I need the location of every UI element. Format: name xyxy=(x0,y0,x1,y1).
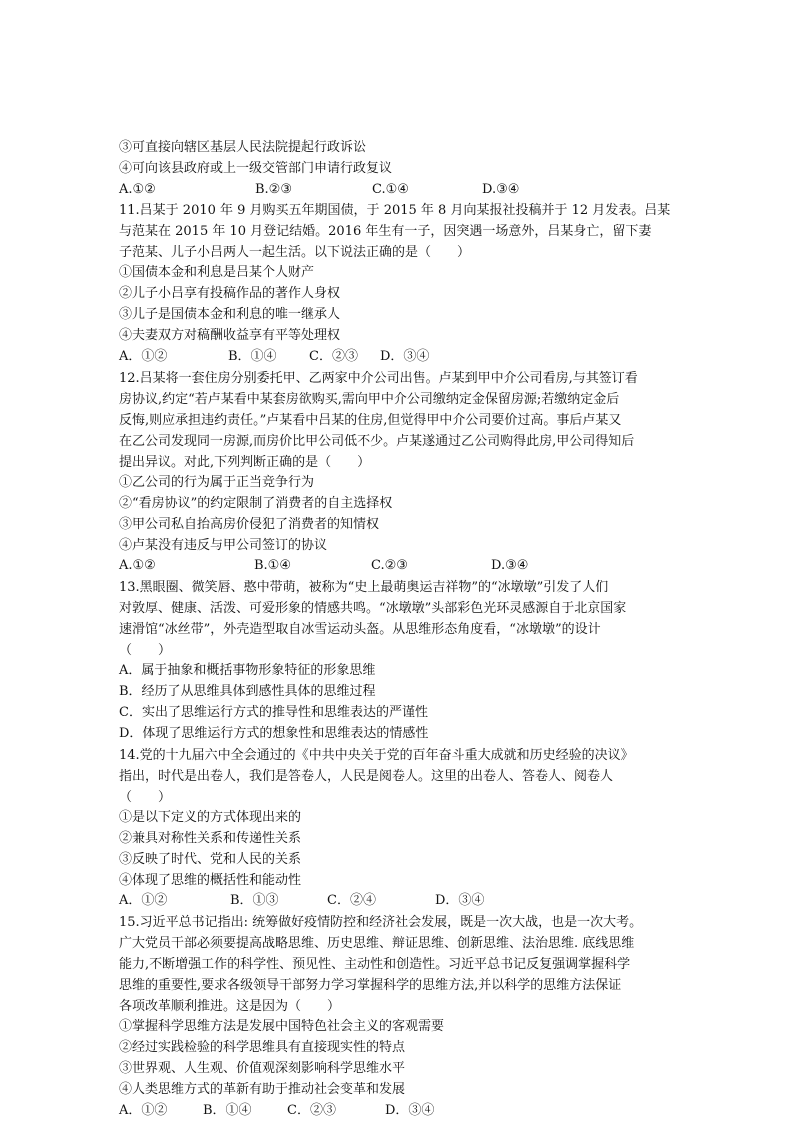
q14-stem-line-3: （ ） xyxy=(119,789,172,805)
q12-option-b[interactable]: B.①④ xyxy=(254,558,291,574)
q11-option-a[interactable]: A．①② xyxy=(119,349,168,365)
q12-option-a[interactable]: A.①② xyxy=(119,558,156,574)
q11-item-3: ③儿子是国债本金和利息的唯一继承人 xyxy=(119,307,341,323)
q15-item-4: ④人类思维方式的革新有助于推动社会变革和发展 xyxy=(119,1082,406,1098)
q10-item-4 xyxy=(119,117,679,138)
q12-item-4: ④卢某没有违反与甲公司签订的协议 xyxy=(119,537,328,553)
q10-item-3 xyxy=(119,96,679,117)
question-15 xyxy=(119,912,679,1121)
q15-stem-line-5: 各项改革顺利推进。这是因为（ ） xyxy=(119,999,341,1015)
q12-stem-line-1: 12.吕某将一套住房分别委托甲、乙两家中介公司出售。卢某到甲中介公司看房,与其签订看 xyxy=(119,370,638,386)
q13-option-c[interactable]: C．实出了思维运行方式的推导性和思维表达的严谨性 xyxy=(119,705,428,721)
question-11 xyxy=(119,200,679,367)
q14-item-3: ③反映了时代、党和人民的关系 xyxy=(119,851,302,867)
q12-stem-line-4: 在乙公司发现同一房源,而房价比甲公司低不少。卢某遂通过乙公司购得此房,甲公司得知后 xyxy=(119,433,635,449)
q14-option-a[interactable]: A．①② xyxy=(119,893,168,909)
q15-options xyxy=(119,1101,679,1122)
question-12 xyxy=(119,368,679,577)
q10-item-4: ④可向该县政府或上一级交管部门申请行政复议 xyxy=(119,160,393,176)
q11-stem-line-2: 与范某在 2015 年 10 月登记结婚。2016 年生有一子，因突遇一场意外，吕某身亡，留下妻 xyxy=(119,224,652,240)
q13-option-d[interactable]: D．体现了思维运行方式的想象性和思维表达的情感性 xyxy=(119,726,429,742)
exam-page xyxy=(119,96,679,1122)
q15-stem-line-3: 能力,不断增强工作的科学性、预见性、主动性和创造性。习近平总书记反复强调掌握科学 xyxy=(119,957,631,973)
q11-item-1: ①国债本金和利息是吕某个人财产 xyxy=(119,265,315,281)
q11-option-d[interactable]: D．③④ xyxy=(380,349,430,365)
q14-options xyxy=(119,891,679,912)
q11-stem-line-1: 11.吕某于 2010 年 9 月购买五年期国债，于 2015 年 8 月向某报社投稿并于 12 月发表。吕某 xyxy=(119,203,671,219)
q12-item-2: ②“看房协议”的约定限制了消费者的自主选择权 xyxy=(119,495,393,511)
q15-item-3: ③世界观、人生观、价值观深刻影响科学思维水平 xyxy=(119,1061,406,1077)
question-10-tail xyxy=(119,96,679,200)
question-13 xyxy=(119,577,679,745)
q14-item-1: ①是以下定义的方式体现出来的 xyxy=(119,809,302,825)
q13-stem-line-3: 速滑馆“冰丝带”，外壳造型取自冰雪运动头盔。从思维形态角度看，“冰墩墩”的设计 xyxy=(119,622,601,638)
q11-option-c[interactable]: C．②③ xyxy=(309,349,358,365)
q13-stem-line-2: 对敦厚、健康、活泼、可爱形象的情感共鸣。“冰墩墩”头部彩色光环灵感源自于北京国家 xyxy=(119,601,627,617)
q15-option-a[interactable]: A．①② xyxy=(119,1102,168,1118)
q10-option-c[interactable]: C.①④ xyxy=(372,181,409,197)
q15-item-2: ②经过实践检验的科学思维具有直接现实性的特点 xyxy=(119,1040,406,1056)
q12-stem-line-3: 反悔,则应承担违约责任。”卢某看中吕某的住房,但觉得甲中介公司要价过高。事后卢某又 xyxy=(119,412,622,428)
q15-option-c[interactable]: C．②③ xyxy=(287,1102,336,1118)
q15-stem-line-2: 广大党员干部必须要提高战略思维、历史思维、辩证思维、创新思维、法治思维. 底线思维 xyxy=(119,936,635,952)
q13-option-b[interactable]: B．经历了从思维具体到感性具体的思维过程 xyxy=(119,684,376,700)
q15-stem-line-4: 思维的重要性,要求各级领导干部努力学习掌握科学的思维方法,并以科学的思维方法保证 xyxy=(119,978,622,994)
q15-option-b[interactable]: B．①④ xyxy=(203,1102,252,1118)
q14-item-4: ④体现了思维的概括性和能动性 xyxy=(119,872,302,888)
q15-item-1: ①掌握科学思维方法是发展中国特色社会主义的客观需要 xyxy=(119,1019,445,1035)
q11-stem-line-3: 子范某、儿子小吕两人一起生活。以下说法正确的是（ ） xyxy=(119,245,471,261)
q10-item-3: ③可直接向辖区基层人民法院提起行政诉讼 xyxy=(119,139,367,155)
q10-options xyxy=(119,180,679,201)
q11-item-4: ④夫妻双方对稿酬收益享有平等处理权 xyxy=(119,328,341,344)
question-14 xyxy=(119,745,679,912)
q15-option-d[interactable]: D．③④ xyxy=(385,1102,435,1118)
q12-item-3: ③甲公司私自抬高房价侵犯了消费者的知情权 xyxy=(119,516,380,532)
q14-stem-line-1: 14.党的十九届六中全会通过的《中共中央关于党的百年奋斗重大成就和历史经验的决议》 xyxy=(119,747,634,763)
q14-item-2: ②兼具对称性关系和传递性关系 xyxy=(119,830,302,846)
q12-option-d[interactable]: D.③④ xyxy=(491,558,529,574)
q11-options xyxy=(119,347,679,368)
q13-option-a[interactable]: A．属于抽象和概括事物形象特征的形象思维 xyxy=(119,663,376,679)
q12-item-1: ①乙公司的行为属于正当竞争行为 xyxy=(119,474,315,490)
q11-option-b[interactable]: B．①④ xyxy=(228,349,277,365)
q11-item-2: ②儿子小吕享有投稿作品的著作人身权 xyxy=(119,286,341,302)
q14-stem-line-2: 指出，时代是出卷人，我们是答卷人，人民是阅卷人。这里的出卷人、答卷人、阅卷人 xyxy=(119,768,614,784)
q13-stem-line-1: 13.黑眼圈、微笑唇、憨中带萌，被称为“史上最萌奥运吉祥物”的“冰墩墩”引发了人们 xyxy=(119,580,609,596)
q14-option-c[interactable]: C．②④ xyxy=(327,893,376,909)
q12-stem-line-2: 房协议,约定“若卢某看中某套房欲购买,需向甲中介公司缴纳定金保留房源;若缴纳定金后 xyxy=(119,391,620,407)
q12-option-c[interactable]: C.②③ xyxy=(371,558,408,574)
q14-option-b[interactable]: B．①③ xyxy=(230,893,279,909)
q10-option-a[interactable]: A.①② xyxy=(119,181,156,197)
q13-stem-line-4: （ ） xyxy=(119,643,172,659)
q12-options xyxy=(119,556,679,577)
q14-option-d[interactable]: D．③④ xyxy=(435,893,485,909)
q10-option-b[interactable]: B.②③ xyxy=(255,181,292,197)
q10-option-d[interactable]: D.③④ xyxy=(482,181,520,197)
q12-stem-line-5: 提出异议。对此,下列判断正确的是（ ） xyxy=(119,454,371,470)
q15-stem-line-1: 15.习近平总书记指出: 统筹做好疫情防控和经济社会发展，既是一次大战，也是一次大考。 xyxy=(119,915,643,931)
